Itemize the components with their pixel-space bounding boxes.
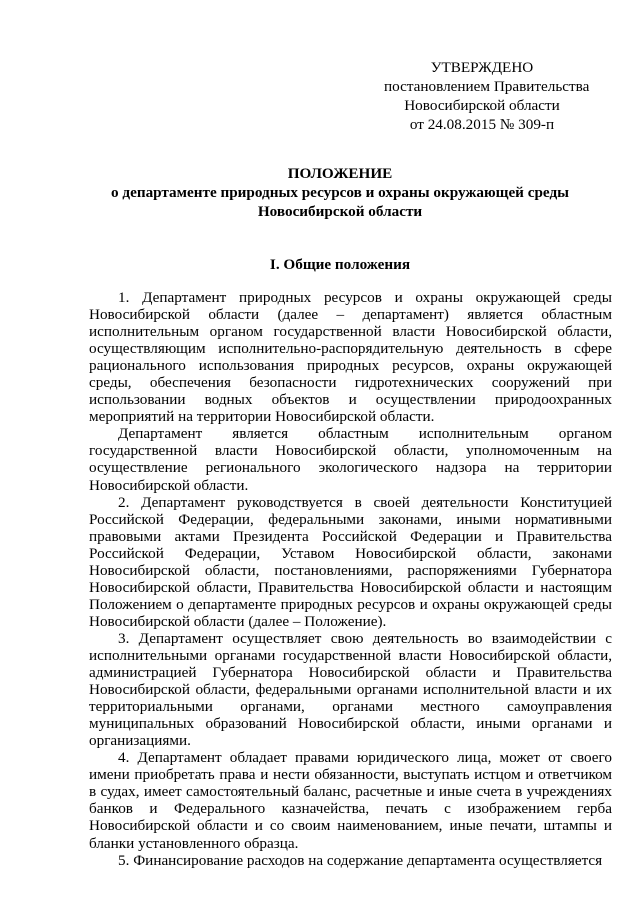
approval-line-date: от 24.08.2015 № 309-п	[409, 116, 555, 133]
section-heading: I. Общие положения	[269, 256, 411, 273]
document-body	[89, 289, 612, 869]
paragraph-4: 4. Департамент обладает правами юридического лица, может от своего имени приобретать права и нести обязанности, выступать истцом и ответчиком в судах, имеет самостоятельный баланс, расчетные и иные счета в учреждениях банков и Федерального казначейства, печать с изображением герба Новосибирской области и со своим наименованием, иные печати, штампы и бланки установленного образца.	[89, 749, 612, 852]
approval-line-resolution: постановлением Правительства	[384, 78, 590, 95]
title-subject: о департаменте природных ресурсов и охраны окружающей среды	[111, 184, 569, 201]
approval-line-region: Новосибирской области	[404, 97, 560, 114]
paragraph-5: 5. Финансирование расходов на содержание департамента осуществляется	[118, 851, 603, 869]
title-region: Новосибирской области	[257, 203, 423, 220]
approval-stamp-block	[384, 58, 590, 134]
title-main: ПОЛОЖЕНИЕ	[287, 165, 393, 182]
paragraph-3: 3. Департамент осуществляет свою деятельность во взаимодействии с исполнительными органами государственной власти Новосибирской области, администрацией Губернатора Новосибирской области и Правительства Новосибирской области, федеральными органами исполнительной власти и их территориальными органами, органами местного самоуправления муниципальных образований Новосибирской области, иными органами и организациями.	[89, 629, 612, 750]
document-title	[60, 164, 620, 221]
paragraph-2: 2. Департамент руководствуется в своей деятельности Конституцией Российской Федерации, федеральными законами, иными нормативными правовыми актами Президента Российской Федерации и Правительства Российской Федерации, Уставом Новосибирской области, законами Новосибирской области, постановлениями, распоряжениями Губернатора Новосибирской области, Правительства Новосибирской области и настоящим Положением о департаменте природных ресурсов и охраны окружающей среды Новосибирской области (далее – Положение).	[89, 493, 612, 630]
paragraph-1-continued: Департамент является областным исполнительным органом государственной власти Новосибирской области, уполномоченным на осуществление регионального экологического надзора на территории Новосибирской области.	[89, 425, 612, 494]
paragraph-1: 1. Департамент природных ресурсов и охраны окружающей среды Новосибирской области (далее – департамент) является областным исполнительным органом государственной власти Новосибирской области, осуществляющим исполнительно-распорядительную деятельность в сфере рационального использования природных ресурсов, охраны окружающей среды, обеспечения безопасности гидротехнических сооружений при использовании водных объектов и осуществлении природоохранных мероприятий на территории Новосибирской области.	[89, 289, 612, 426]
approval-heading: УТВЕРЖДЕНО	[430, 59, 534, 76]
